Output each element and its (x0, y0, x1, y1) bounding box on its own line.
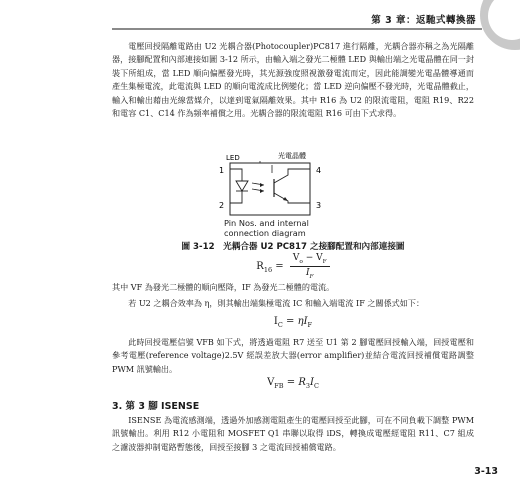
transistor-label: 光電晶體 (278, 152, 306, 160)
ratio-note: 若 U2 之耦合效率為 η，則其輸出端集極電流 IC 和輸入端電流 IF 之關係式如下： (128, 298, 425, 308)
chapter-header: 第 3 章：返馳式轉換器 (371, 15, 476, 26)
vfb-ic-subscript: C (313, 382, 319, 390)
vo-symbol: V (292, 253, 300, 263)
vfb-ic-symbol: I (310, 377, 314, 388)
r16-fraction (290, 253, 330, 280)
pin-4-label: 4 (316, 166, 322, 175)
ic-equation (112, 316, 474, 329)
pin-1-label: 1 (219, 166, 225, 175)
if-subscript: F (309, 273, 314, 280)
vf-note: 其中 VF 為發光二極體的順向壓降，IF 為發光二極體的電流。 (112, 282, 335, 292)
vfb-subscript: FB (274, 382, 284, 390)
section-heading: 3. 第 3 腳 ISENSE (112, 401, 200, 412)
vf-symbol: − V (302, 253, 323, 263)
pin-3-label: 3 (316, 201, 322, 210)
pin-2-label: 2 (219, 201, 225, 210)
r3-subscript: 3 (305, 382, 310, 390)
vfb-equation (112, 377, 474, 390)
ic-subscript: C (277, 321, 283, 329)
ic-rhs-subscript: F (307, 321, 313, 329)
intro-paragraph: 電壓回授隔離電路由 U2 光耦合器(Photocoupler)PC817 進行隔離，光耦合器亦稱之為光隔離器，接腳配置和內部連接如圖 3-12 所示，由輸入端之發光二極體 LED 與輸出端之光電晶體在同一封裝下所組成，當 LED 順向偏壓發光時，其光源強度照視激發電流而定，因此能調變光電晶體導通而產生集極電流，此電流與 LED 的順向電流成比例變化；當 LED 逆向偏壓不發光時，光電晶體截止，輸入和輸出藉由光線當媒介，以達到電氣隔離效果。其中 R16 為 U2 的限流電阻，電阻 R19、R22 和電容 C1、C14 作為頻率補償之用。光耦合器的限流電阻 R16 可由下式求得。 (112, 41, 474, 119)
isense-paragraph: ISENSE 為電流感測端，透過外加感測電阻產生的電壓回授至此腳，可在不同負載下調整 PWM 訊號輸出。利用 R12 小電阻和 MOSFET Q1 串聯以取得 iDS，轉換成電壓經電阻 R11、C7 組成之濾波器抑制電路暫態後，回授至接腳 3 之電流回授補償電路。 (112, 415, 474, 452)
r3-symbol: = R (283, 377, 306, 388)
r16-equation: $R_{16}$ = $\frac{V_o - V_F}{I_F}$ (112, 253, 474, 280)
r16-subscript: 16 (263, 265, 273, 274)
header-rule (112, 28, 482, 30)
vfb-symbol: V (267, 377, 275, 388)
led-label: LED (226, 154, 240, 162)
vf-subscript: F (322, 258, 327, 265)
r16-symbol: R (256, 260, 264, 272)
feedback-paragraph: 此時回授電壓信號 VFB 如下式，將透過電阻 R7 送至 U1 第 2 腳電壓回授輸入端，回授電壓和參考電壓(reference voltage)2.5V 經誤差放大器(error amplifier)並結合電流回授補償電路調整 PWM 訊號輸出。 (112, 337, 474, 374)
page-number: 3-13 (474, 466, 498, 477)
figure-subcaption: Pin Nos. and internal connection diagram (224, 218, 309, 238)
if-symbol: I (305, 267, 310, 278)
vo-subscript: o (299, 258, 303, 265)
ic-symbol: I (273, 316, 278, 327)
figure-caption: 圖 3-12 光耦合器 U2 PC817 之接腳配置和內部連接圖 (181, 242, 405, 252)
ic-rhs: = ηI (282, 316, 308, 327)
